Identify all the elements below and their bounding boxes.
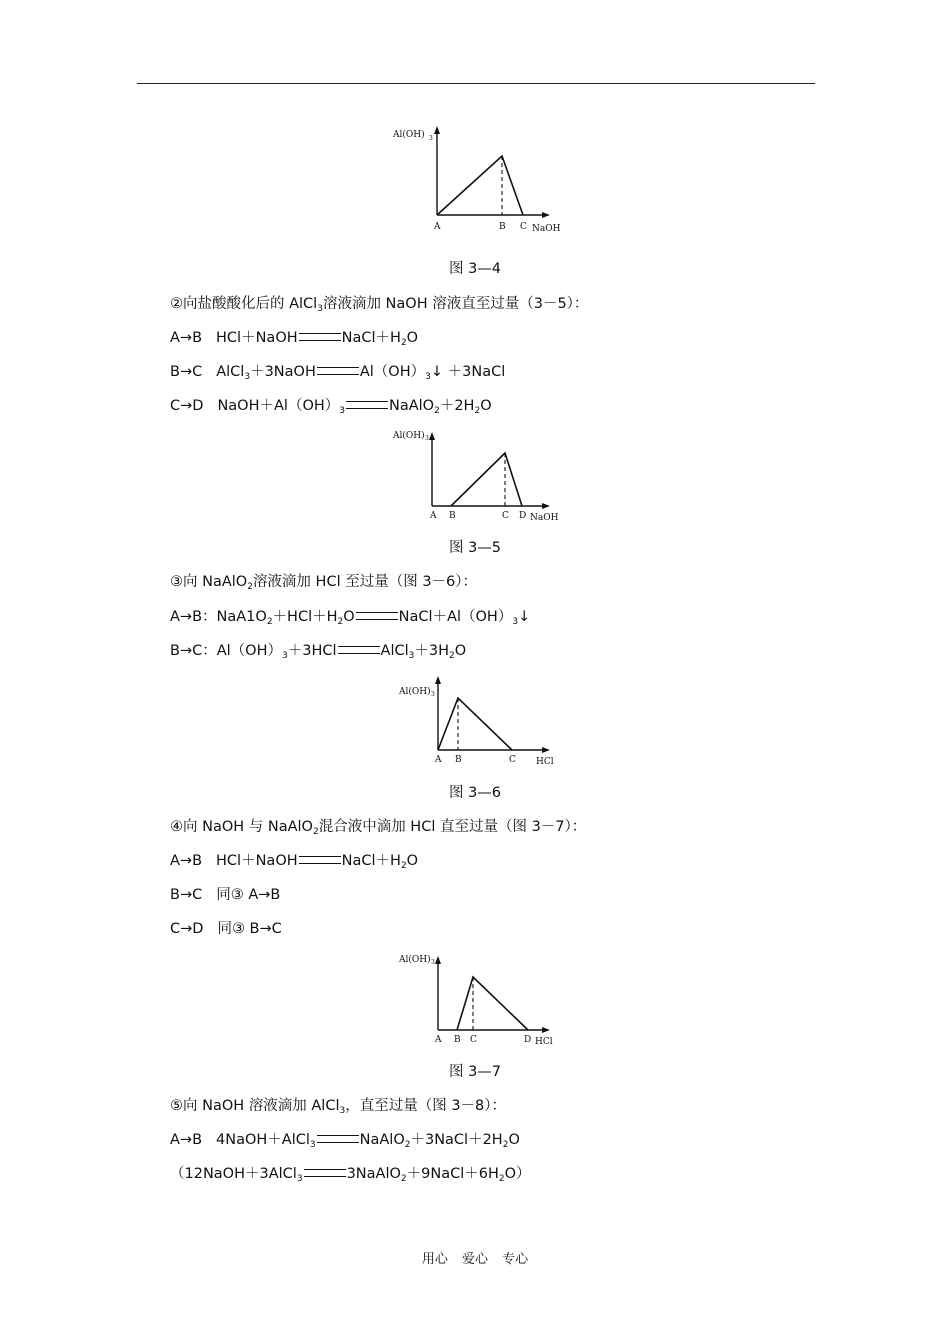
- x-label: NaOH: [530, 513, 559, 523]
- s2-heading: ②向盐酸酸化后的 AlCl$_3$溶液滴加 NaOH 溶液直至过量（3－5）：: [170, 296, 589, 314]
- tick-a: A: [435, 755, 442, 765]
- x-label: NaOH: [532, 224, 561, 234]
- s4-heading: ④向 NaOH 与 NaAlO$_2$混合液中滴加 HCl 直至过量（图 3－7）：: [170, 819, 587, 837]
- tick-c: C: [520, 222, 527, 232]
- tick-b: B: [449, 511, 456, 521]
- figure-3-4: [385, 122, 575, 244]
- figure-3-7: [385, 948, 575, 1054]
- s2-line-2: B→C AlCl$_3$＋3NaOH $Al(OH)_3↓$ ＋3NaCl: [170, 364, 506, 382]
- s4-line-3: C→D 同③ B→C: [170, 921, 282, 937]
- s2-line-1: A→B HCl＋NaOH $NaCl+H_2O$: [170, 330, 419, 348]
- y-label-sub: 3: [431, 691, 435, 698]
- tick-b: B: [499, 222, 506, 232]
- tick-a: A: [434, 222, 441, 232]
- s5-line-1: A→B 4NaOH＋AlCl$_3$ $NaAlO_2+3NaCl+2H_2O$: [170, 1132, 520, 1150]
- s3-heading: ③向 NaAlO$_2$溶液滴加 HCl 至过量（图 3－6）：: [170, 574, 478, 592]
- tick-b: B: [455, 755, 462, 765]
- tick-b: B: [454, 1035, 461, 1045]
- y-label-sub: 3: [431, 959, 435, 966]
- s4-line-2: B→C 同③ A→B: [170, 887, 281, 903]
- tick-a: A: [430, 511, 437, 521]
- caption-3-5: 图 3—5: [448, 540, 502, 556]
- figure-3-5: [385, 424, 575, 528]
- tick-c: C: [470, 1035, 477, 1045]
- s5-heading: ⑤向 NaOH 溶液滴加 AlCl$_3$，直至过量（图 3－8）：: [170, 1098, 507, 1116]
- s3-line-1: A→B：$NaA1O_2+HCl+H_2O$ $NaCl+Al(OH)_3↓$: [170, 609, 531, 627]
- footer-word-3: 专心: [502, 1252, 529, 1267]
- y-label-sub: 3: [429, 135, 433, 142]
- header-rule: [137, 83, 815, 84]
- caption-3-6: 图 3—6: [448, 785, 502, 801]
- y-label: Al(OH): [393, 130, 425, 140]
- caption-3-4: 图 3—4: [448, 261, 502, 277]
- y-label: Al(OH): [399, 955, 431, 965]
- x-label: HCl: [535, 1037, 553, 1047]
- y-label: Al(OH): [399, 687, 431, 697]
- caption-3-7: 图 3—7: [448, 1064, 502, 1080]
- y-label: Al(OH): [393, 431, 425, 441]
- figure-3-6: [385, 668, 575, 774]
- s5-line-2: （12NaOH＋3AlCl$_3$ $3NaAlO_2+9NaCl+6H_2O$）: [170, 1166, 531, 1184]
- footer-word-1: 用心: [421, 1252, 448, 1267]
- footer-word-2: 爱心: [461, 1252, 488, 1267]
- y-label-sub: 3: [425, 435, 429, 442]
- tick-a: A: [435, 1035, 442, 1045]
- s4-line-1: A→B HCl＋NaOH $NaCl+H_2O$: [170, 853, 419, 871]
- tick-d: D: [524, 1035, 532, 1045]
- tick-c: C: [502, 511, 509, 521]
- s3-line-2: B→C：$Al(OH)_3+3HCl$ $AlCl_3+3H_2O$: [170, 643, 467, 661]
- footer: [0, 1248, 950, 1267]
- s2-line-3: C→D $NaOH+Al(OH)_3$ $NaAlO_2+2H_2O$: [170, 398, 492, 416]
- tick-c: C: [509, 755, 516, 765]
- tick-d: D: [519, 511, 527, 521]
- x-label: HCl: [536, 757, 554, 767]
